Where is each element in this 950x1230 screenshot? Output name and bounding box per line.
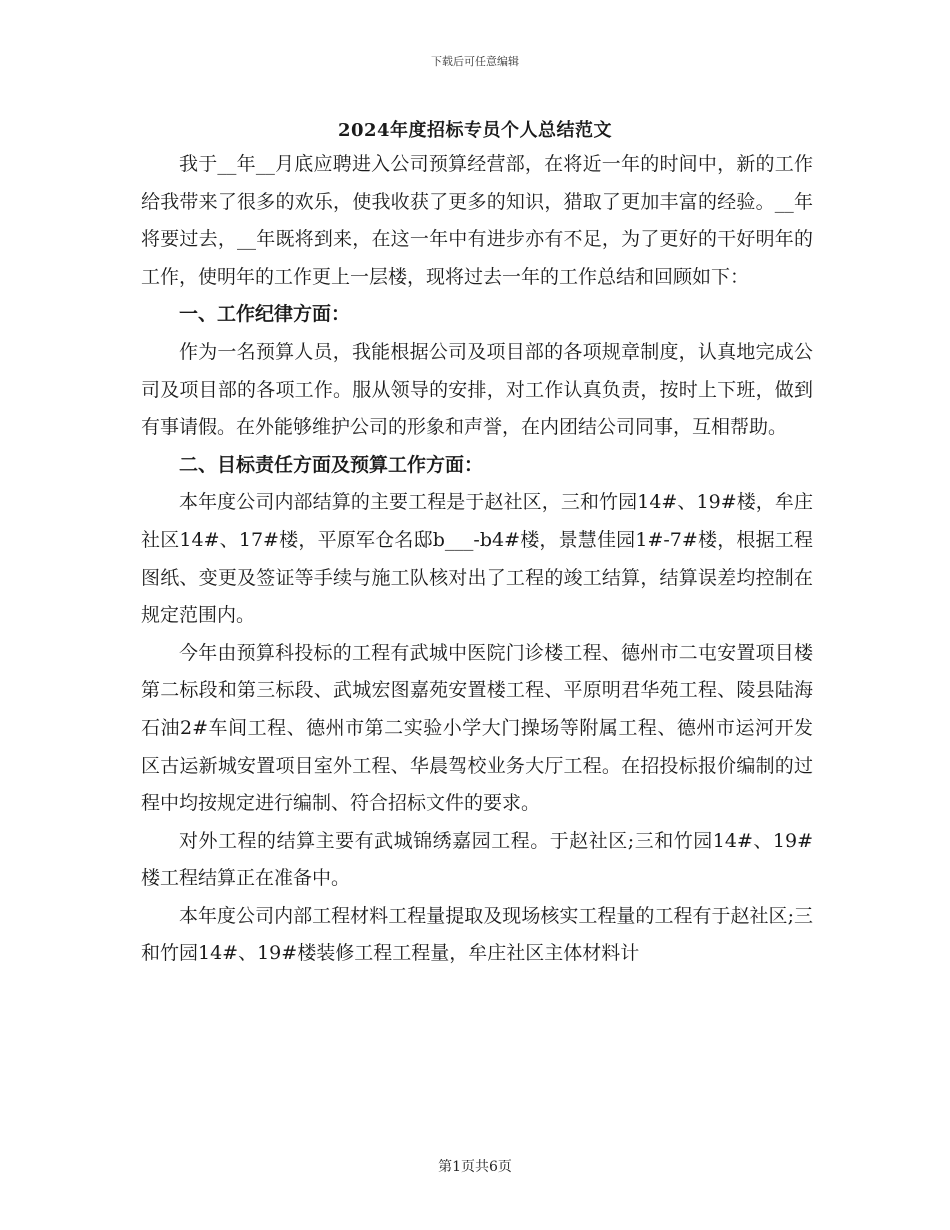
document-body: [141, 146, 813, 973]
material-quantity-paragraph: 本年度公司内部工程材料工程量提取及现场核实工程量的工程有于赵社区;三和竹园14#、19#楼装修工程工程量，牟庄社区主体材料计: [141, 904, 813, 965]
internal-settlement-paragraph: 本年度公司内部结算的主要工程是于赵社区，三和竹园14#、19#楼，牟庄社区14#、17#楼，平原军仓名邸b___-b4#楼，景慧佳园1#-7#楼，根据工程图纸、变更及签证等手续与施工队核对出了工程的竣工结算，结算误差均控制在规定范围内。: [141, 491, 813, 627]
intro-paragraph: 我于__年__月底应聘进入公司预算经营部，在将近一年的时间中，新的工作给我带来了很多的欢乐，使我收获了更多的知识，猎取了更加丰富的经验。__年将要过去，__年既将到来，在这一年中有进步亦有不足，为了更好的干好明年的工作，使明年的工作更上一层楼，现将过去一年的工作总结和回顾如下：: [141, 153, 813, 288]
section-heading-work-discipline: 一、工作纪律方面：: [179, 303, 351, 326]
external-settlement-paragraph: 对外工程的结算主要有武城锦绣嘉园工程。于赵社区;三和竹园14#、19#楼工程结算正在准备中。: [141, 829, 813, 890]
page-footer: 第1页共6页: [438, 1159, 512, 1175]
header-note: 下载后可任意编辑: [431, 55, 519, 68]
bidding-projects-paragraph: 今年由预算科投标的工程有武城中医院门诊楼工程、德州市二屯安置项目楼第二标段和第三标段、武城宏图嘉苑安置楼工程、平原明君华苑工程、陵县陆海石油2#车间工程、德州市第二实验小学大门操场等附属工程、德州市运河开发区古运新城安置项目室外工程、华晨驾校业务大厅工程。在招投标报价编制的过程中均按规定进行编制、符合招标文件的要求。: [141, 641, 813, 815]
section-heading-targets-budget: 二、目标责任方面及预算工作方面：: [179, 453, 484, 476]
document-title: 2024年度招标专员个人总结范文: [337, 120, 613, 141]
work-discipline-paragraph: 作为一名预算人员，我能根据公司及项目部的各项规章制度，认真地完成公司及项目部的各项工作。服从领导的安排，对工作认真负责，按时上下班，做到有事请假。在外能够维护公司的形象和声誉，在内团结公司同事，互相帮助。: [141, 340, 813, 439]
